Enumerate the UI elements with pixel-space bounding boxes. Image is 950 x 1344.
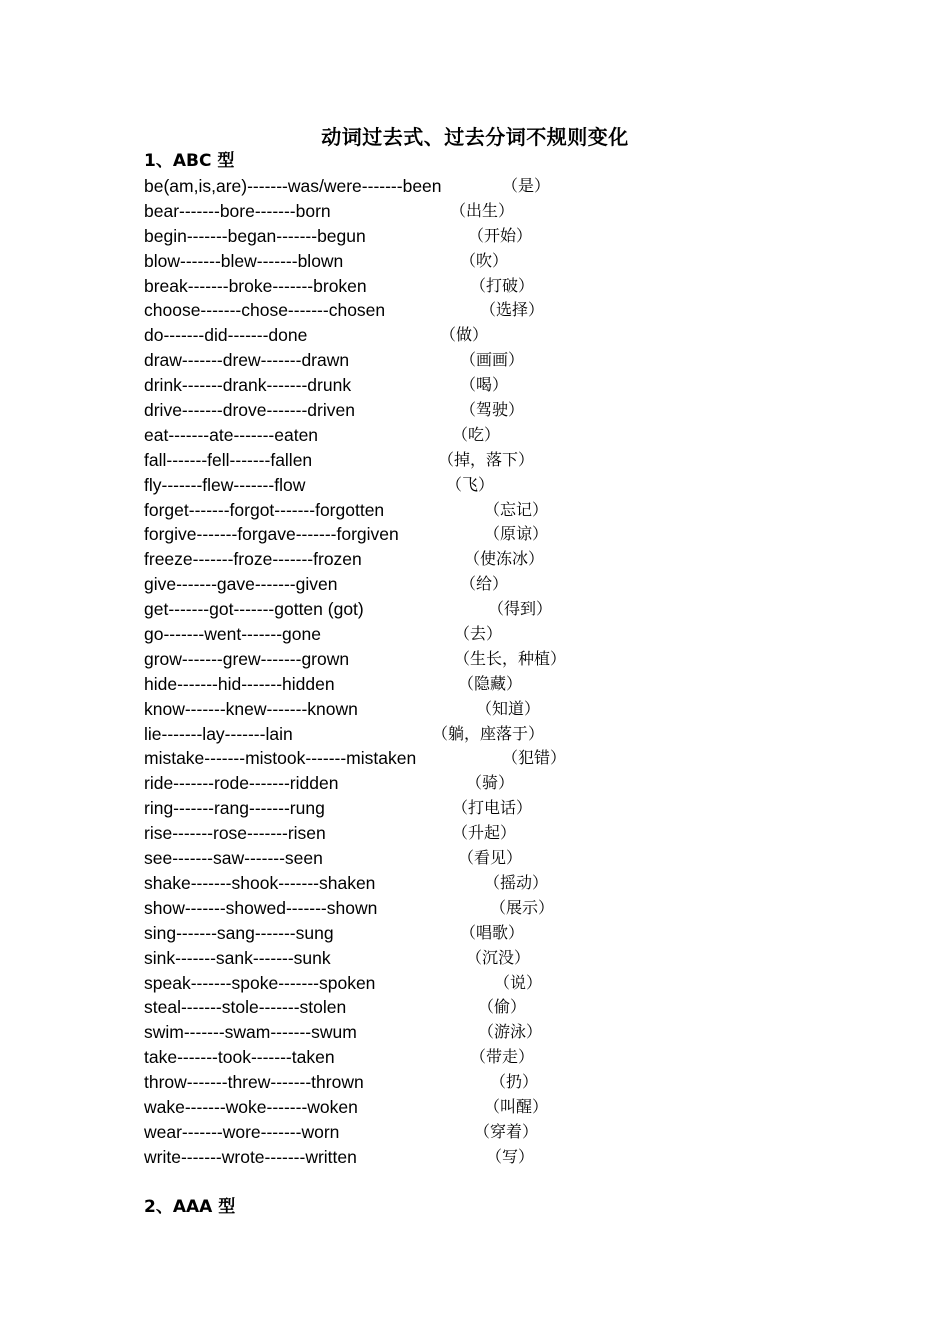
verb-forms: ride-------rode-------ridden bbox=[144, 773, 339, 794]
verb-row bbox=[144, 498, 844, 523]
verb-meaning: （沉没） bbox=[466, 947, 531, 967]
verb-row bbox=[144, 1095, 844, 1120]
verb-row bbox=[144, 224, 844, 249]
verb-meaning: （掉，落下） bbox=[438, 449, 535, 469]
verb-forms: show-------showed-------shown bbox=[144, 897, 378, 918]
verb-meaning: （驾驶） bbox=[460, 400, 525, 420]
verb-row bbox=[144, 622, 844, 647]
verb-row bbox=[144, 423, 844, 448]
verb-meaning: （摇动） bbox=[484, 872, 549, 892]
verb-row bbox=[144, 971, 844, 996]
verb-forms: go-------went-------gone bbox=[144, 624, 321, 645]
verb-meaning: （打电话） bbox=[452, 798, 533, 818]
verb-row bbox=[144, 672, 844, 697]
verb-forms: rise-------rose-------risen bbox=[144, 823, 326, 844]
verb-meaning: （唱歌） bbox=[460, 922, 525, 942]
verb-row bbox=[144, 373, 844, 398]
verb-row bbox=[144, 597, 844, 622]
verb-forms: write-------wrote-------written bbox=[144, 1146, 357, 1167]
verb-forms: ring-------rang-------rung bbox=[144, 798, 325, 819]
verb-row bbox=[144, 1145, 844, 1170]
verb-forms: choose-------chose-------chosen bbox=[144, 300, 386, 321]
verb-row bbox=[144, 796, 844, 821]
verb-meaning: （穿着） bbox=[474, 1121, 539, 1141]
verb-forms: eat-------ate-------eaten bbox=[144, 424, 319, 445]
verb-meaning: （扔） bbox=[490, 1072, 539, 1092]
verb-meaning: （去） bbox=[454, 624, 503, 644]
verb-forms: see-------saw-------seen bbox=[144, 848, 323, 869]
verb-meaning: （游泳） bbox=[478, 1022, 543, 1042]
verb-meaning: （画画） bbox=[460, 350, 525, 370]
verb-meaning: （升起） bbox=[452, 823, 517, 843]
verb-forms: do-------did-------done bbox=[144, 325, 308, 346]
verb-forms: fall-------fell-------fallen bbox=[144, 449, 313, 470]
verb-meaning: （躺，座落于） bbox=[432, 723, 545, 743]
verb-meaning: （叫醒） bbox=[484, 1096, 549, 1116]
page-title: 动词过去式、过去分词不规则变化 bbox=[321, 125, 629, 149]
verb-meaning: （打破） bbox=[470, 275, 535, 295]
verb-forms: know-------knew-------known bbox=[144, 698, 358, 719]
verb-row bbox=[144, 1070, 844, 1095]
verb-row bbox=[144, 174, 844, 199]
verb-meaning: （隐藏） bbox=[458, 673, 523, 693]
verb-row bbox=[144, 547, 844, 572]
verb-forms: lie-------lay-------lain bbox=[144, 723, 293, 744]
verb-forms: speak-------spoke-------spoken bbox=[144, 972, 376, 993]
verb-forms: wear-------wore-------worn bbox=[144, 1121, 340, 1142]
verb-meaning: （骑） bbox=[466, 773, 515, 793]
verb-meaning: （展示） bbox=[490, 897, 555, 917]
verb-row bbox=[144, 821, 844, 846]
verb-forms: forgive-------forgave-------forgiven bbox=[144, 524, 399, 545]
verb-row bbox=[144, 946, 844, 971]
verb-row bbox=[144, 323, 844, 348]
verb-meaning: （偷） bbox=[478, 997, 527, 1017]
verb-row bbox=[144, 921, 844, 946]
verb-meaning: （出生） bbox=[450, 200, 515, 220]
verb-forms: freeze-------froze-------frozen bbox=[144, 549, 362, 570]
verb-forms: get-------got-------gotten (got) bbox=[144, 599, 364, 620]
verb-forms: swim-------swam-------swum bbox=[144, 1022, 357, 1043]
verb-row bbox=[144, 522, 844, 547]
verb-row bbox=[144, 722, 844, 747]
verb-row bbox=[144, 572, 844, 597]
verb-row bbox=[144, 298, 844, 323]
verb-forms: blow-------blew-------blown bbox=[144, 250, 344, 271]
verb-meaning: （飞） bbox=[446, 474, 495, 494]
verb-row bbox=[144, 1020, 844, 1045]
verb-meaning: （生长，种植） bbox=[454, 648, 567, 668]
verb-row bbox=[144, 398, 844, 423]
verb-meaning: （看见） bbox=[458, 848, 523, 868]
verb-row bbox=[144, 771, 844, 796]
verb-forms: sink-------sank-------sunk bbox=[144, 947, 331, 968]
verb-meaning: （原谅） bbox=[484, 524, 549, 544]
verb-meaning: （使冻冰） bbox=[464, 549, 545, 569]
verb-row bbox=[144, 896, 844, 921]
verb-forms: drive-------drove-------driven bbox=[144, 400, 355, 421]
verb-row bbox=[144, 199, 844, 224]
verb-meaning: （给） bbox=[460, 574, 509, 594]
verb-forms: sing-------sang-------sung bbox=[144, 922, 334, 943]
verb-meaning: （吹） bbox=[460, 250, 509, 270]
verb-meaning: （开始） bbox=[468, 225, 533, 245]
verb-forms: shake-------shook-------shaken bbox=[144, 872, 376, 893]
verb-meaning: （是） bbox=[502, 176, 551, 195]
verb-row bbox=[144, 448, 844, 473]
verb-meaning: （选择） bbox=[480, 300, 545, 320]
verb-forms: mistake-------mistook-------mistaken bbox=[144, 748, 417, 769]
verb-row bbox=[144, 1120, 844, 1145]
verb-row bbox=[144, 846, 844, 871]
verb-meaning: （得到） bbox=[488, 599, 553, 619]
verb-meaning: （忘记） bbox=[484, 499, 549, 519]
verb-meaning: （知道） bbox=[476, 698, 541, 718]
verb-forms: wake-------woke-------woken bbox=[144, 1096, 358, 1117]
section-heading-aaa: 2、AAA 型 bbox=[144, 1197, 236, 1217]
verb-meaning: （写） bbox=[486, 1146, 535, 1166]
verb-forms: drink-------drank-------drunk bbox=[144, 375, 352, 396]
verb-meaning: （说） bbox=[494, 972, 543, 992]
verb-row bbox=[144, 348, 844, 373]
verb-meaning: （吃） bbox=[452, 424, 501, 444]
verb-forms: break-------broke-------broken bbox=[144, 275, 367, 296]
verb-forms: bear-------bore-------born bbox=[144, 200, 331, 221]
verb-forms: draw-------drew-------drawn bbox=[144, 350, 350, 371]
verb-row bbox=[144, 274, 844, 299]
verb-forms: throw-------threw-------thrown bbox=[144, 1072, 364, 1093]
verb-meaning: （带走） bbox=[470, 1047, 535, 1067]
verb-meaning: （犯错） bbox=[502, 748, 567, 768]
verb-forms: hide-------hid-------hidden bbox=[144, 673, 335, 694]
verb-forms: steal-------stole-------stolen bbox=[144, 997, 347, 1018]
verb-row bbox=[144, 697, 844, 722]
verb-forms: give-------gave-------given bbox=[144, 574, 338, 595]
verb-row bbox=[144, 746, 844, 771]
section-heading-abc: 1、ABC 型 bbox=[144, 151, 235, 171]
verb-forms: begin-------began-------begun bbox=[144, 225, 366, 246]
verb-row bbox=[144, 1045, 844, 1070]
verb-forms: fly-------flew-------flow bbox=[144, 474, 306, 495]
verb-row bbox=[144, 473, 844, 498]
verb-meaning: （做） bbox=[440, 325, 489, 345]
verb-forms: take-------took-------taken bbox=[144, 1047, 335, 1068]
verb-row bbox=[144, 249, 844, 274]
verb-forms: forget-------forgot-------forgotten bbox=[144, 499, 385, 520]
verb-meaning: （喝） bbox=[460, 375, 509, 395]
verb-row bbox=[144, 995, 844, 1020]
verb-row bbox=[144, 647, 844, 672]
verb-forms: be(am,is,are)-------was/were-------been bbox=[144, 176, 442, 196]
verb-forms: grow-------grew-------grown bbox=[144, 648, 350, 669]
verb-row bbox=[144, 871, 844, 896]
verb-list bbox=[144, 174, 844, 1170]
